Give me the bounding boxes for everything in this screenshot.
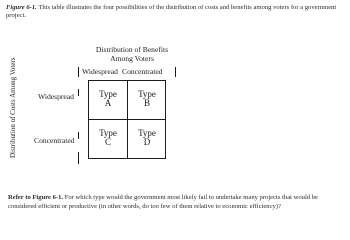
row-divider (78, 89, 79, 96)
cell-type-word: Type (138, 128, 156, 138)
cell-type-word: Type (138, 89, 156, 99)
costs-heading: Distribution of Costs Among Voters (9, 57, 17, 158)
benefits-heading: Distribution of Benefits Among Voters (95, 45, 169, 63)
cell-type-word: Type (99, 128, 117, 138)
cell-type-a (89, 90, 127, 107)
cell-type-b (128, 90, 166, 107)
figure-caption (6, 4, 344, 20)
cell-type-d (128, 129, 166, 146)
row-divider (78, 152, 79, 164)
question-lead: Refer to Figure 6-1. (8, 194, 64, 201)
grid-horizontal-line (89, 119, 165, 120)
row-header-concentrated: Concentrated (34, 136, 75, 145)
cell-type-letter: B (143, 97, 150, 108)
cell-type-letter: C (104, 136, 111, 147)
type-grid (88, 80, 166, 159)
cell-type-letter: D (143, 136, 151, 147)
column-header-widespread: Widespread (82, 67, 118, 76)
row-header-widespread: Widespread (38, 92, 74, 101)
cell-type-c (89, 129, 127, 146)
column-divider-right (175, 67, 176, 77)
column-header-concentrated: Concentrated (122, 67, 163, 76)
question-body: For which type would the government most likely fail to undertake many projects that would be considered efficient or productive (in other words, do too few of them relative to economic efficiency)? (8, 194, 318, 210)
question-text (8, 194, 344, 211)
figure-caption-text: This table illustrates the four possibilities of the distribution of costs and benefits among voters for a government project. (6, 4, 337, 20)
row-divider (78, 132, 79, 139)
cell-type-word: Type (99, 89, 117, 99)
figure-label: Figure 6-1. (6, 4, 37, 11)
cell-type-letter: A (104, 97, 112, 108)
column-divider-left (78, 67, 79, 77)
